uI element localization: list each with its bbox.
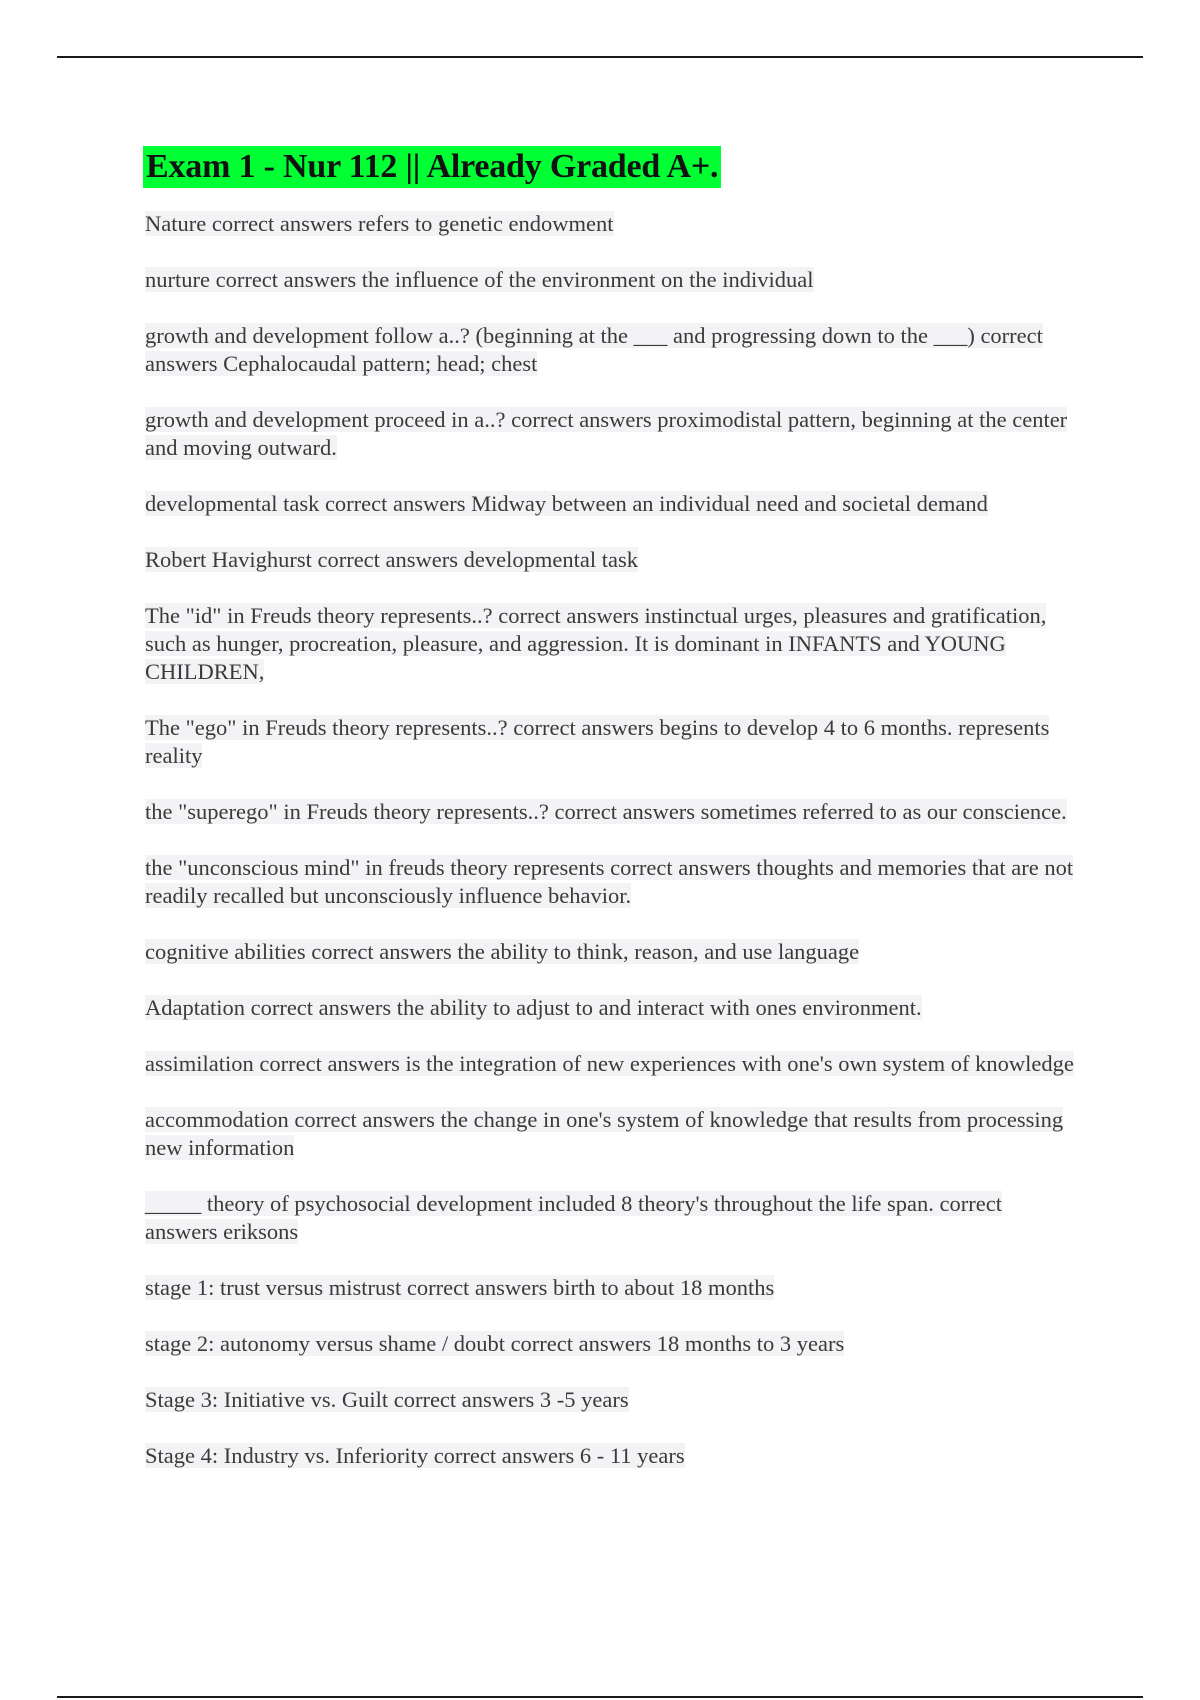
qa-entry-proximodistal <box>145 406 1075 462</box>
qa-entry-text: the "unconscious mind" in freuds theory represents correct answers thoughts and memories that are not readily recalled but unconsciously influence behavior. <box>145 855 1074 908</box>
qa-entry-text: the "superego" in Freuds theory represents..? correct answers sometimes referred to as our conscience. <box>145 799 1067 824</box>
qa-entry-superego <box>145 798 1075 826</box>
document-body <box>145 146 1075 1498</box>
qa-entry-text: stage 1: trust versus mistrust correct answers birth to about 18 months <box>145 1275 775 1300</box>
qa-entry-text: The "ego" in Freuds theory represents..? correct answers begins to develop 4 to 6 months. represents reality <box>145 715 1050 768</box>
qa-entry-text: assimilation correct answers is the integration of new experiences with one's own system of knowledge <box>145 1051 1074 1076</box>
qa-entry-text: accommodation correct answers the change in one's system of knowledge that results from processing new information <box>145 1107 1064 1160</box>
qa-entry-text: Stage 4: Industry vs. Inferiority correct answers 6 - 11 years <box>145 1443 685 1468</box>
qa-entry-text: cognitive abilities correct answers the ability to think, reason, and use language <box>145 939 860 964</box>
qa-entry-unconscious-mind <box>145 854 1075 910</box>
qa-entry-text: developmental task correct answers Midway between an individual need and societal demand <box>145 491 988 516</box>
qa-entry-accommodation <box>145 1106 1075 1162</box>
qa-entry-cephalocaudal <box>145 322 1075 378</box>
qa-entry-stage-4 <box>145 1442 1075 1470</box>
qa-entry-stage-3 <box>145 1386 1075 1414</box>
qa-entry-developmental-task <box>145 490 1075 518</box>
header-rule <box>57 56 1143 58</box>
qa-list <box>145 210 1075 1470</box>
qa-entry-text: Nature correct answers refers to genetic endowment <box>145 211 614 236</box>
qa-entry-text: Robert Havighurst correct answers developmental task <box>145 547 638 572</box>
qa-entry-text: stage 2: autonomy versus shame / doubt correct answers 18 months to 3 years <box>145 1331 845 1356</box>
qa-entry-id <box>145 602 1075 686</box>
qa-entry-text: growth and development proceed in a..? correct answers proximodistal pattern, beginning at the center and moving outward. <box>145 407 1068 460</box>
qa-entry-nurture <box>145 266 1075 294</box>
qa-entry-adaptation <box>145 994 1075 1022</box>
qa-entry-stage-2 <box>145 1330 1075 1358</box>
qa-entry-text: Stage 3: Initiative vs. Guilt correct answers 3 -5 years <box>145 1387 629 1412</box>
qa-entry-text: Adaptation correct answers the ability to adjust to and interact with ones environment. <box>145 995 922 1020</box>
qa-entry-stage-1 <box>145 1274 1075 1302</box>
footer-rule <box>57 1696 1143 1698</box>
qa-entry-havighurst <box>145 546 1075 574</box>
qa-entry-text: nurture correct answers the influence of the environment on the individual <box>145 267 814 292</box>
qa-entry-ego <box>145 714 1075 770</box>
document-title: Exam 1 - Nur 112 || Already Graded A+. <box>143 146 721 188</box>
qa-entry-text: The "id" in Freuds theory represents..? correct answers instinctual urges, pleasures and gratification, such as hunger, procreation, pleasure, and aggression. It is dominant in INFANTS and YOUNG CHILDREN, <box>145 603 1047 684</box>
qa-entry-cognitive-abilities <box>145 938 1075 966</box>
qa-entry-assimilation <box>145 1050 1075 1078</box>
qa-entry-nature <box>145 210 1075 238</box>
qa-entry-text: _____ theory of psychosocial development included 8 theory's throughout the life span. correct answers eriksons <box>145 1191 1002 1244</box>
qa-entry-text: growth and development follow a..? (beginning at the ___ and progressing down to the ___) correct answers Cephalocaudal pattern; head; chest <box>145 323 1043 376</box>
qa-entry-erikson <box>145 1190 1075 1246</box>
